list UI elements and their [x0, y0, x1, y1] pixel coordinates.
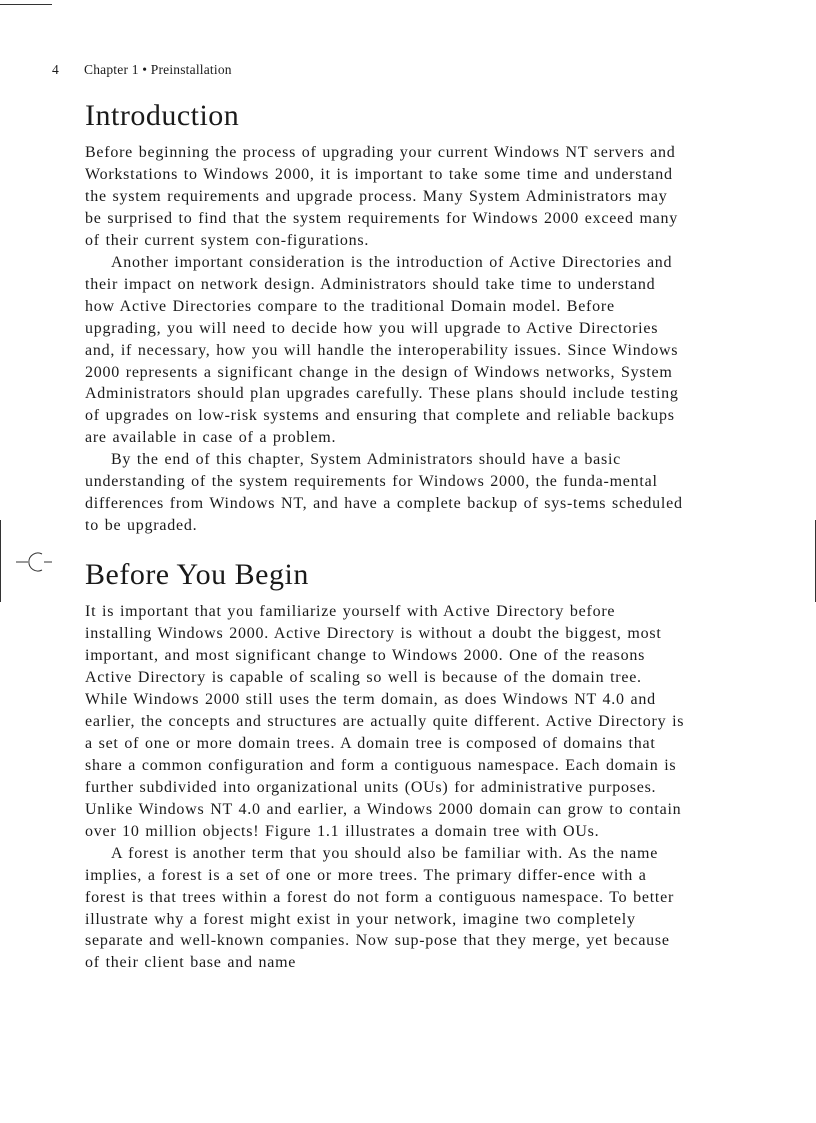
crop-mark-left	[0, 520, 1, 602]
section-heading-before-you-begin: Before You Begin	[85, 558, 309, 592]
paragraph: Another important consideration is the introduction of Active Directories and their impact on network design. Administrators should take time to understand how Active Directories compare to the traditional Domain model. Before upgrading, you will need to decide how you will upgrade to Active Directories and, if necessary, how you will handle the interoperability issues. Since Windows 2000 represents a significant change in the design of Windows networks, System Administrators should plan upgrades carefully. These plans should include testing of upgrades on low-risk systems and ensuring that complete and reliable backups are available in case of a problem.	[85, 253, 679, 447]
registration-mark-icon	[16, 548, 56, 576]
crop-mark-top	[0, 4, 52, 5]
page-content	[85, 96, 685, 974]
paragraph: Before beginning the process of upgrading your current Windows NT servers and Workstations to Windows 2000, it is important to take some time and understand the system requirements and upgrade process. Many System Administrators may be surprised to find that the system requirements for Windows 2000 exceed many of their current system con-figurations.	[85, 144, 678, 249]
section-heading-introduction: Introduction	[85, 99, 240, 132]
paragraph: A forest is another term that you should also be familiar with. As the name implies, a forest is a set of one or more trees. The primary differ-ence with a forest is that trees within a forest do not form a contiguous namespace. To better illustrate why a forest might exist in your network, imagine two completely separate and well-known companies. Now sup-pose that they merge, yet because of their client base and name	[85, 844, 675, 972]
running-header	[52, 62, 232, 78]
page-number: 4	[52, 62, 59, 77]
paragraph: By the end of this chapter, System Administrators should have a basic understanding of the system requirements for Windows 2000, the funda-mental differences from Windows NT, and have a complete backup of sys-tems scheduled to be upgraded.	[85, 451, 683, 535]
chapter-label: Chapter 1 • Preinstallation	[84, 62, 232, 77]
paragraph: It is important that you familiarize yourself with Active Directory before installing Windows 2000. Active Directory is without a doubt the biggest, most important, and most significant change to Windows 2000. One of the reasons Active Directory is capable of scaling so well is because of the domain tree. While Windows 2000 still uses the term domain, as does Windows NT 4.0 and earlier, the concepts and structures are actually quite different. Active Directory is a set of one or more domain trees. A domain tree is composed of domains that share a common configuration and form a contiguous namespace. Each domain is further subdivided into organizational units (OUs) for administrative purposes. Unlike Windows NT 4.0 and earlier, a Windows 2000 domain can grow to contain over 10 million objects! Figure 1.1 illustrates a domain tree with OUs.	[85, 603, 685, 840]
